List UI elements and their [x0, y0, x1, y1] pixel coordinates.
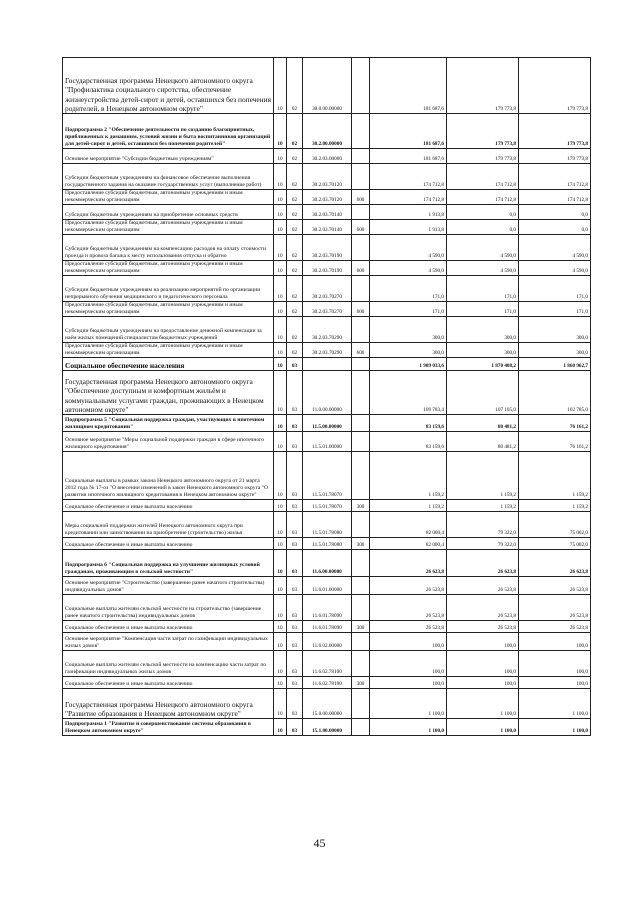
amount-year-2: 1 159,2: [447, 500, 519, 512]
row-name: Социальные выплаты в рамках закона Ненецкого автономного округа от 21 марта 2012 года № 17-оз "О внесении изменений в закон Ненецкого автономного округа "О развитии ипотечного жилищного кредитования в Ненецком автономном округе": [63, 452, 274, 500]
section-code: 10: [274, 317, 287, 343]
amount-year-3: 102 785,0: [519, 371, 591, 415]
amount-year-2: 174 712,8: [447, 164, 519, 190]
row-name: Основное мероприятие "Строительство (завершение ранее начатого строительства) индивидуальных домов": [63, 577, 274, 595]
row-name: Социальные выплаты жителям сельской местности на строительство (завершение ранее начатого строительства) индивидуальных домов: [63, 595, 274, 621]
section-code: 10: [274, 452, 287, 500]
amount-year-1: 1 100,0: [370, 689, 447, 719]
amount-year-1: 83 159,6: [370, 415, 447, 432]
target-article-code: 30.2.03.70290: [303, 343, 352, 358]
expense-type-code: [352, 452, 370, 500]
table-row: [63, 343, 591, 358]
section-code: 10: [274, 633, 287, 651]
section-code: 10: [274, 371, 287, 415]
target-article-code: 11.6.01.00000: [303, 577, 352, 595]
amount-year-1: 26 623,8: [370, 550, 447, 577]
target-article-code: 30.2.00.00000: [303, 114, 352, 149]
row-name: Подпрограмма 2 "Обеспечение деятельности по созданию благоприятных, приближенных к домашним, условий жизни и быта воспитанников организаций для детей-сирот и детей, оставшихся без попечения родителей": [63, 114, 274, 149]
expense-type-code: 600: [352, 220, 370, 235]
row-name: Социальное обеспечение и иные выплаты населению: [63, 677, 274, 689]
subsection-code: 03: [287, 621, 303, 633]
expense-type-code: 600: [352, 261, 370, 276]
target-article-code: 30.2.03.70140: [303, 220, 352, 235]
row-name: Социальное обеспечение и иные выплаты населению: [63, 500, 274, 512]
table-row: [63, 500, 591, 512]
amount-year-3: 174 712,8: [519, 164, 591, 190]
target-article-code: 30.2.03.70140: [303, 205, 352, 220]
amount-year-2: 4 590,0: [447, 235, 519, 261]
amount-year-1: 26 523,8: [370, 595, 447, 621]
expense-type-code: [352, 432, 370, 452]
amount-year-3: 1 159,2: [519, 500, 591, 512]
subsection-code: 03: [287, 577, 303, 595]
row-name: Основное мероприятие "Субсидии бюджетным учреждениям": [63, 149, 274, 164]
amount-year-3: 179 773,8: [519, 149, 591, 164]
row-name: Предоставление субсидий бюджетным, автономным учреждениям и иным некоммерческим организациям: [63, 190, 274, 205]
table-row: [63, 595, 591, 621]
expense-type-code: [352, 358, 370, 371]
subsection-code: 03: [287, 538, 303, 550]
table-row: [63, 261, 591, 276]
amount-year-2: 26 523,8: [447, 577, 519, 595]
amount-year-3: 4 590,0: [519, 261, 591, 276]
amount-year-3: 1 860 962,7: [519, 358, 591, 371]
page-number: 45: [313, 836, 326, 850]
amount-year-1: 100,0: [370, 677, 447, 689]
amount-year-2: 1 100,0: [447, 719, 519, 736]
expense-type-code: [352, 595, 370, 621]
section-code: 10: [274, 220, 287, 235]
section-code: 10: [274, 577, 287, 595]
expense-type-code: [352, 719, 370, 736]
section-code: 10: [274, 677, 287, 689]
row-name: Социальное обеспечение населения: [63, 358, 274, 371]
amount-year-2: 80 481,2: [447, 432, 519, 452]
expense-type-code: [352, 114, 370, 149]
subsection-code: 03: [287, 689, 303, 719]
row-name: Предоставление субсидий бюджетным, автономным учреждениям и иным некоммерческим организациям: [63, 302, 274, 317]
target-article-code: 15.1.00.00000: [303, 719, 352, 736]
amount-year-2: 26 623,8: [447, 550, 519, 577]
row-name: Социальное обеспечение и иные выплаты населению: [63, 538, 274, 550]
amount-year-2: 100,0: [447, 677, 519, 689]
amount-year-3: 1 159,2: [519, 452, 591, 500]
table-row: [63, 114, 591, 149]
table-row: [63, 235, 591, 261]
expense-type-code: [352, 205, 370, 220]
amount-year-2: 79 322,0: [447, 512, 519, 538]
subsection-code: 02: [287, 164, 303, 190]
table-row: [63, 432, 591, 452]
table-row: [63, 415, 591, 432]
budget-table: [62, 57, 591, 736]
section-code: 10: [274, 302, 287, 317]
section-code: 10: [274, 621, 287, 633]
amount-year-1: 1 159,2: [370, 500, 447, 512]
section-code: 10: [274, 149, 287, 164]
row-name: Предоставление субсидий бюджетным, автономным учреждениям и иным некоммерческим организациям: [63, 343, 274, 358]
amount-year-2: 1 100,0: [447, 689, 519, 719]
amount-year-1: 26 523,8: [370, 621, 447, 633]
amount-year-1: 171,0: [370, 302, 447, 317]
target-article-code: 11.6.00.00000: [303, 550, 352, 577]
expense-type-code: [352, 164, 370, 190]
amount-year-2: 1 870 408,2: [447, 358, 519, 371]
subsection-code: 02: [287, 220, 303, 235]
amount-year-3: 0,0: [519, 205, 591, 220]
expense-type-code: [352, 633, 370, 651]
table-row: [63, 689, 591, 719]
amount-year-2: 179 773,8: [447, 114, 519, 149]
subsection-code: 02: [287, 58, 303, 114]
row-name: Субсидии бюджетным учреждениям на предоставление денежной компенсации за наём жилых помещений специалистам бюджетных учреждений: [63, 317, 274, 343]
section-code: 10: [274, 512, 287, 538]
row-name: Государственная программа Ненецкого автономного округа "Развитие образования в Ненецком автономном округе": [63, 689, 274, 719]
target-article-code: 11.5.01.78070: [303, 452, 352, 500]
section-code: 10: [274, 276, 287, 302]
amount-year-1: 82 000,4: [370, 538, 447, 550]
amount-year-1: 1 913,8: [370, 205, 447, 220]
amount-year-3: 100,0: [519, 651, 591, 677]
row-name: Основное мероприятие "Компенсация части затрат по газификации индивидуальных жилых домов": [63, 633, 274, 651]
table-row: [63, 302, 591, 317]
subsection-code: 03: [287, 452, 303, 500]
expense-type-code: [352, 235, 370, 261]
amount-year-1: 83 159,6: [370, 432, 447, 452]
table-row: [63, 633, 591, 651]
amount-year-1: 181 687,6: [370, 58, 447, 114]
amount-year-1: 1 159,2: [370, 452, 447, 500]
table-row: [63, 538, 591, 550]
target-article-code: 30.2.03.70120: [303, 164, 352, 190]
amount-year-3: 174 712,8: [519, 190, 591, 205]
amount-year-3: 179 773,8: [519, 114, 591, 149]
table-row: [63, 220, 591, 235]
section-code: 10: [274, 358, 287, 371]
row-name: Государственная программа Ненецкого автономного округа "Профилактика социального сиротства, обеспечение жизнеустройства детей-сирот и детей, оставшихся без попечения родителей, в Ненецком автономном округе": [63, 58, 274, 114]
amount-year-3: 26 523,8: [519, 595, 591, 621]
expense-type-code: 300: [352, 538, 370, 550]
table-row: [63, 719, 591, 736]
subsection-code: 02: [287, 261, 303, 276]
subsection-code: 03: [287, 677, 303, 689]
amount-year-2: 171,0: [447, 276, 519, 302]
target-article-code: 11.0.00.00000: [303, 371, 352, 415]
row-name: Субсидии бюджетным учреждениям на приобретение основных средств: [63, 205, 274, 220]
target-article-code: 15.0.00.00000: [303, 689, 352, 719]
table-row: [63, 149, 591, 164]
table-row: [63, 358, 591, 371]
section-code: 10: [274, 651, 287, 677]
table-row: [63, 677, 591, 689]
amount-year-1: 174 712,8: [370, 164, 447, 190]
expense-type-code: [352, 651, 370, 677]
section-code: 10: [274, 164, 287, 190]
section-code: 10: [274, 58, 287, 114]
amount-year-3: 26 523,8: [519, 621, 591, 633]
table-row: [63, 371, 591, 415]
amount-year-1: 1 913,8: [370, 220, 447, 235]
table-row: [63, 452, 591, 500]
expense-type-code: [352, 512, 370, 538]
subsection-code: 02: [287, 343, 303, 358]
amount-year-2: 107 105,0: [447, 371, 519, 415]
expense-type-code: [352, 371, 370, 415]
target-article-code: 11.5.00.00000: [303, 415, 352, 432]
target-article-code: 11.5.01.78080: [303, 512, 352, 538]
row-name: Социальное обеспечение и иные выплаты населению: [63, 621, 274, 633]
table-row: [63, 550, 591, 577]
amount-year-2: 179 773,8: [447, 149, 519, 164]
expense-type-code: [352, 276, 370, 302]
amount-year-2: 100,0: [447, 651, 519, 677]
amount-year-2: 26 523,8: [447, 595, 519, 621]
subsection-code: 02: [287, 190, 303, 205]
expense-type-code: [352, 58, 370, 114]
amount-year-3: 1 100,0: [519, 689, 591, 719]
amount-year-2: 4 590,0: [447, 261, 519, 276]
subsection-code: 03: [287, 371, 303, 415]
section-code: 10: [274, 550, 287, 577]
target-article-code: 11.5.01.00000: [303, 432, 352, 452]
section-code: 10: [274, 205, 287, 220]
amount-year-3: 76 161,2: [519, 415, 591, 432]
target-article-code: 30.2.03.70120: [303, 190, 352, 205]
table-row: [63, 577, 591, 595]
target-article-code: 11.6.02.00000: [303, 633, 352, 651]
amount-year-3: 100,0: [519, 677, 591, 689]
table-row: [63, 164, 591, 190]
row-name: Социальные выплаты жителям сельской местности на компенсацию части затрат по газификации индивидуальных жилых домов: [63, 651, 274, 677]
subsection-code: 02: [287, 302, 303, 317]
section-code: 10: [274, 415, 287, 432]
expense-type-code: [352, 550, 370, 577]
amount-year-2: 171,0: [447, 302, 519, 317]
amount-year-1: 26 523,8: [370, 577, 447, 595]
subsection-code: 02: [287, 235, 303, 261]
subsection-code: 02: [287, 114, 303, 149]
amount-year-1: 1 909 033,6: [370, 358, 447, 371]
subsection-code: 03: [287, 432, 303, 452]
amount-year-2: 80 481,2: [447, 415, 519, 432]
expense-type-code: [352, 317, 370, 343]
target-article-code: 11.6.01.78090: [303, 595, 352, 621]
section-code: 10: [274, 500, 287, 512]
row-name: Предоставление субсидий бюджетным, автономным учреждениям и иным некоммерческим организациям: [63, 261, 274, 276]
subsection-code: 03: [287, 651, 303, 677]
amount-year-2: 79 322,0: [447, 538, 519, 550]
expense-type-code: 300: [352, 677, 370, 689]
amount-year-2: 174 712,8: [447, 190, 519, 205]
subsection-code: 03: [287, 358, 303, 371]
row-name: Основное мероприятие "Меры социальной поддержки граждан в сфере ипотечного жилищного кредитования": [63, 432, 274, 452]
amount-year-2: 300,0: [447, 343, 519, 358]
expense-type-code: 300: [352, 621, 370, 633]
subsection-code: 03: [287, 500, 303, 512]
amount-year-3: 300,0: [519, 343, 591, 358]
section-code: 10: [274, 432, 287, 452]
amount-year-3: 76 161,2: [519, 432, 591, 452]
target-article-code: 30.2.03.70290: [303, 317, 352, 343]
section-code: 10: [274, 595, 287, 621]
amount-year-2: 300,0: [447, 317, 519, 343]
target-article-code: 30.0.00.00000: [303, 58, 352, 114]
table-row: [63, 317, 591, 343]
subsection-code: 03: [287, 415, 303, 432]
section-code: 10: [274, 235, 287, 261]
amount-year-1: 300,0: [370, 317, 447, 343]
expense-type-code: 600: [352, 190, 370, 205]
target-article-code: 11.5.01.78070: [303, 500, 352, 512]
table-row: [63, 512, 591, 538]
expense-type-code: [352, 149, 370, 164]
amount-year-1: 300,0: [370, 343, 447, 358]
row-name: Предоставление субсидий бюджетным, автономным учреждениям и иным некоммерческим организациям: [63, 220, 274, 235]
expense-type-code: 600: [352, 302, 370, 317]
amount-year-1: 100,0: [370, 651, 447, 677]
subsection-code: 03: [287, 595, 303, 621]
table-row: [63, 276, 591, 302]
table-row: [63, 58, 591, 114]
amount-year-2: 179 773,8: [447, 58, 519, 114]
target-article-code: [303, 358, 352, 371]
amount-year-3: 1 100,0: [519, 719, 591, 736]
amount-year-3: 179 773,8: [519, 58, 591, 114]
expense-type-code: 600: [352, 343, 370, 358]
target-article-code: 11.6.01.78090: [303, 621, 352, 633]
section-code: 10: [274, 190, 287, 205]
subsection-code: 02: [287, 317, 303, 343]
section-code: 10: [274, 261, 287, 276]
amount-year-3: 75 002,0: [519, 538, 591, 550]
table-row: [63, 651, 591, 677]
amount-year-1: 4 590,0: [370, 261, 447, 276]
amount-year-2: 100,0: [447, 633, 519, 651]
amount-year-3: 4 590,0: [519, 235, 591, 261]
subsection-code: 03: [287, 550, 303, 577]
section-code: 10: [274, 114, 287, 149]
amount-year-1: 174 712,8: [370, 190, 447, 205]
amount-year-2: 26 523,8: [447, 621, 519, 633]
amount-year-3: 171,0: [519, 276, 591, 302]
section-code: 10: [274, 689, 287, 719]
amount-year-3: 0,0: [519, 220, 591, 235]
row-name: Субсидии бюджетным учреждениям на финансовое обеспечение выполнения государственного задания на оказание государственных услуг (выполнение работ): [63, 164, 274, 190]
subsection-code: 02: [287, 149, 303, 164]
amount-year-3: 171,0: [519, 302, 591, 317]
amount-year-1: 4 590,0: [370, 235, 447, 261]
expense-type-code: [352, 415, 370, 432]
expense-type-code: [352, 577, 370, 595]
amount-year-1: 100,0: [370, 633, 447, 651]
row-name: Подпрограмма 6 "Социальная поддержка на улучшение жилищных условий гражданам, проживающим в сельской местности": [63, 550, 274, 577]
target-article-code: 11.5.01.78080: [303, 538, 352, 550]
table-row: [63, 205, 591, 220]
row-name: Подпрограмма 5 "Социальная поддержка граждан, участвующих в ипотечном жилищном кредитовании": [63, 415, 274, 432]
amount-year-3: 26 623,8: [519, 550, 591, 577]
row-name: Государственная программа Ненецкого автономного округа "Обеспечение доступным и комфортным жильём и коммунальными услугами граждан, проживающих в Ненецком автономном округе": [63, 371, 274, 415]
subsection-code: 02: [287, 205, 303, 220]
amount-year-3: 26 523,8: [519, 577, 591, 595]
target-article-code: 30.2.03.70190: [303, 261, 352, 276]
target-article-code: 30.2.03.00000: [303, 149, 352, 164]
amount-year-2: 1 159,2: [447, 452, 519, 500]
amount-year-3: 300,0: [519, 317, 591, 343]
amount-year-1: 82 000,4: [370, 512, 447, 538]
amount-year-2: 0,0: [447, 205, 519, 220]
amount-year-3: 100,0: [519, 633, 591, 651]
target-article-code: 30.2.03.70190: [303, 235, 352, 261]
row-name: Субсидии бюджетным учреждениям на компенсацию расходов на оплату стоимости проезда и провоза багажа к месту использования отпуска и обратно: [63, 235, 274, 261]
section-code: 10: [274, 719, 287, 736]
amount-year-2: 0,0: [447, 220, 519, 235]
subsection-code: 03: [287, 512, 303, 538]
subsection-code: 03: [287, 719, 303, 736]
amount-year-1: 109 783,4: [370, 371, 447, 415]
target-article-code: 11.6.02.78100: [303, 677, 352, 689]
table-row: [63, 621, 591, 633]
table-row: [63, 190, 591, 205]
target-article-code: 30.2.03.70270: [303, 302, 352, 317]
expense-type-code: 300: [352, 500, 370, 512]
amount-year-3: 75 002,0: [519, 512, 591, 538]
target-article-code: 30.2.03.70270: [303, 276, 352, 302]
amount-year-1: 181 687,6: [370, 149, 447, 164]
subsection-code: 02: [287, 276, 303, 302]
subsection-code: 03: [287, 633, 303, 651]
target-article-code: 11.6.02.78100: [303, 651, 352, 677]
row-name: Подпрограмма 1 "Развитие и совершенствование системы образования в Ненецком автономном округе": [63, 719, 274, 736]
row-name: Субсидии бюджетным учреждениям на реализацию мероприятий по организации непрерывного обучения медицинского и педагогического персонала: [63, 276, 274, 302]
row-name: Меры социальной поддержки жителей Ненецкого автономного округа при кредитовании или заимствовании на приобретение (строительство) жилья: [63, 512, 274, 538]
amount-year-1: 1 100,0: [370, 719, 447, 736]
amount-year-1: 181 687,6: [370, 114, 447, 149]
expense-type-code: [352, 689, 370, 719]
section-code: 10: [274, 538, 287, 550]
amount-year-1: 171,0: [370, 276, 447, 302]
section-code: 10: [274, 343, 287, 358]
